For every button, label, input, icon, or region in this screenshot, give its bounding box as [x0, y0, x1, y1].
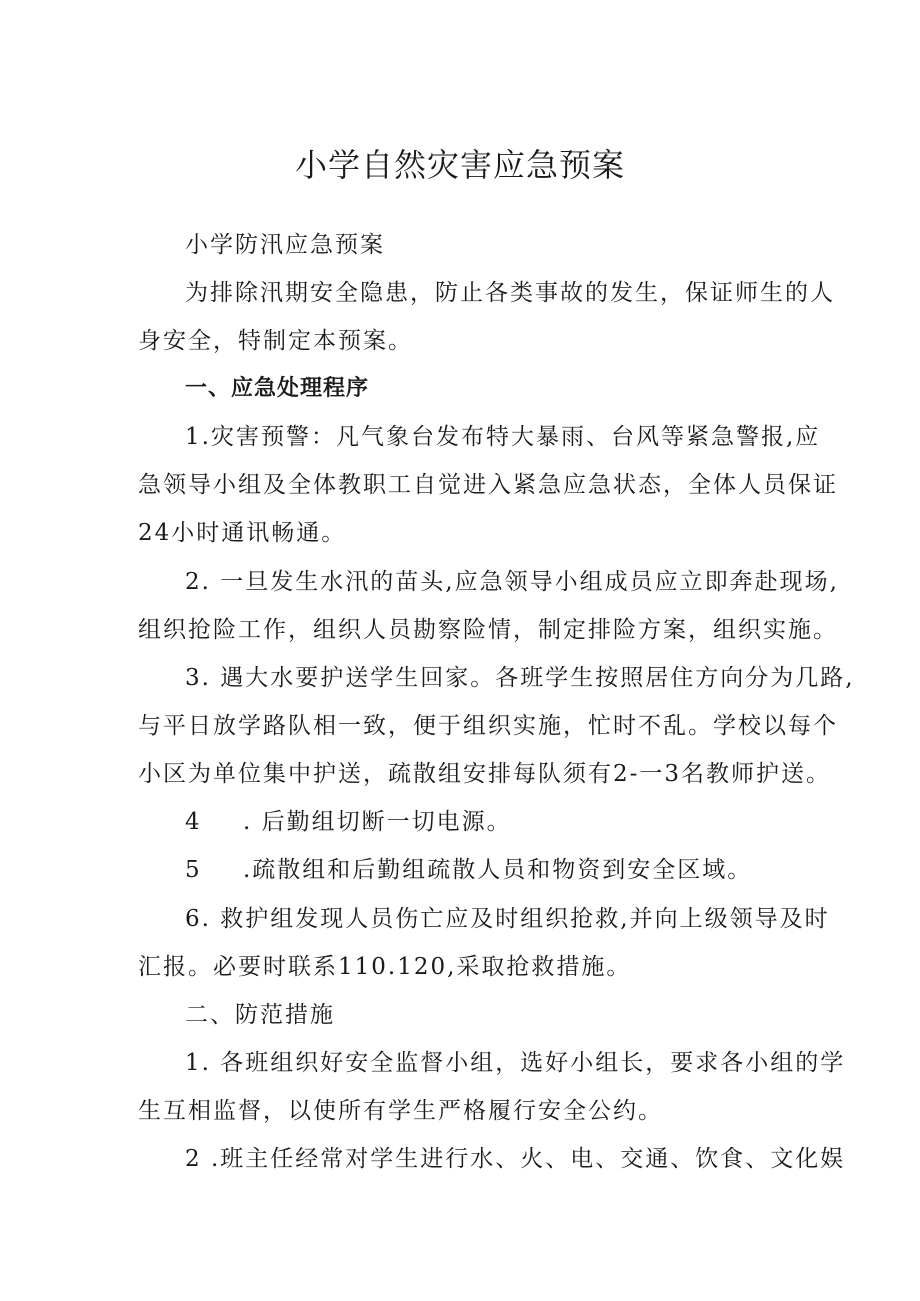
item-number: 2 [185, 569, 202, 595]
item-number: 6 [185, 906, 202, 932]
section-heading: 二、防范措施 [185, 1002, 335, 1028]
item-number: 4 [185, 809, 202, 835]
item-text: . 遇大水要护送学生回家。各班学生按照居住方向分为几路, [201, 665, 855, 691]
item-text: .灾害预警：凡气象台发布特大暴雨、台风等紧急警报,应 [201, 424, 821, 450]
intro-line: 为排除汛期安全隐患，防止各类事故的发生，保证师生的人 [185, 280, 835, 306]
list-item-line: 与平日放学路队相一致，便于组织实施，忙时不乱。学校以每个 [138, 713, 838, 739]
list-item-line [185, 662, 855, 694]
item-text: . 后勤组切断一切电源。 [243, 809, 512, 835]
item-text: .疏散组和后勤组疏散人员和物资到安全区域。 [243, 857, 753, 883]
section-heading: 一、应急处理程序 [185, 376, 370, 401]
list-item-line [185, 903, 830, 935]
intro-line: 身安全，特制定本预案。 [138, 328, 413, 354]
list-item-line: 24小时通讯畅通。 [138, 520, 347, 546]
item-text: . 各班组织好安全监督小组，选好小组长，要求各小组的学 [201, 1050, 846, 1076]
list-item-line [185, 1047, 845, 1079]
subtitle: 小学防汛应急预案 [185, 232, 385, 258]
list-item-line [185, 1143, 845, 1175]
list-item-line: 小区为单位集中护送，疏散组安排每队须有2-一3名教师护送。 [138, 761, 832, 787]
document-title: 小学自然灾害应急预案 [294, 146, 625, 184]
item-text: . 一旦发生水汛的苗头,应急领导小组成员应立即奔赴现场, [201, 569, 839, 595]
list-item-line: 急领导小组及全体教职工自觉进入紧急应急状态，全体人员保证 [138, 472, 838, 498]
item-text: .班主任经常对学生进行水、火、电、交通、饮食、文化娱 [201, 1146, 846, 1172]
list-item-line: 组织抢险工作，组织人员勘察险情，制定排险方案，组织实施。 [138, 617, 838, 643]
item-number: 1 [185, 424, 202, 450]
list-item-line [185, 566, 839, 598]
item-number: 2 [185, 1146, 202, 1172]
list-item-line: 汇报。必要时联系110.120,采取抢救措施。 [138, 954, 632, 980]
list-item-line [185, 806, 512, 838]
item-number: 3 [185, 665, 202, 691]
item-number: 5 [185, 857, 202, 883]
item-number: 1 [185, 1050, 202, 1076]
list-item-line [185, 421, 820, 453]
list-item-line: 生互相监督，以使所有学生严格履行安全公约。 [138, 1098, 663, 1124]
list-item-line [185, 854, 752, 886]
item-text: . 救护组发现人员伤亡应及时组织抢救,并向上级领导及时 [201, 906, 830, 932]
